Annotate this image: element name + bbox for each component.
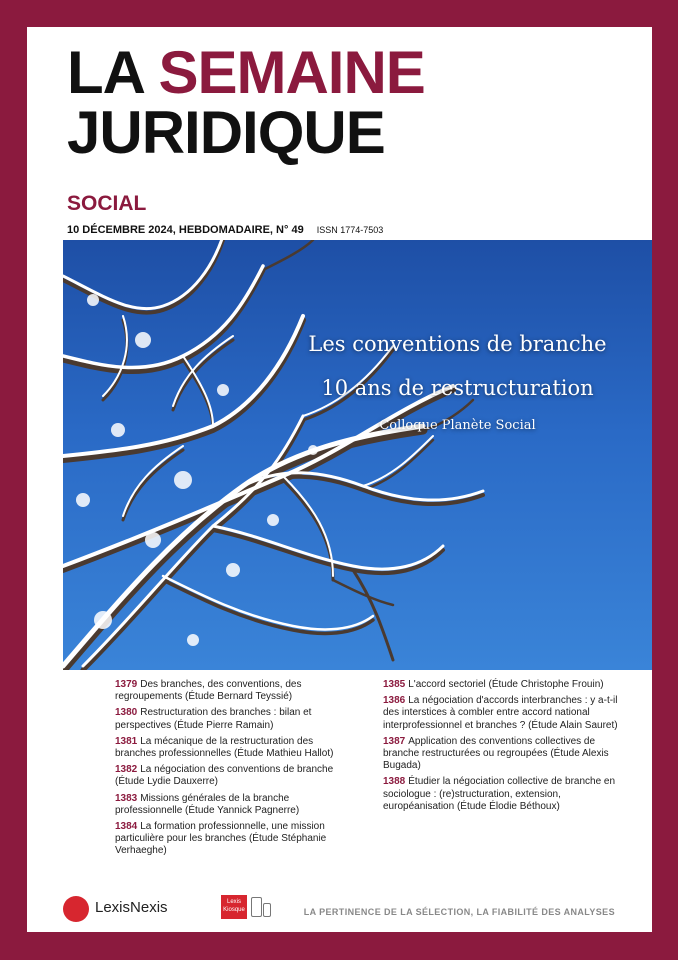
snowy-branches-illustration bbox=[63, 240, 652, 670]
lexisnexis-logo bbox=[63, 893, 193, 923]
kiosque-label-2: Kiosque bbox=[223, 907, 245, 913]
toc-number: 1388 bbox=[383, 776, 406, 788]
toc-entry bbox=[383, 736, 623, 773]
toc-entry bbox=[115, 736, 355, 760]
toc-entry bbox=[115, 793, 355, 817]
toc-number: 1387 bbox=[383, 735, 406, 747]
lexisnexis-emblem-icon bbox=[63, 896, 89, 922]
kiosque-label-1: Lexis bbox=[226, 899, 241, 905]
toc-entry bbox=[115, 821, 355, 858]
toc-number: 1382 bbox=[115, 764, 138, 776]
masthead-juridique: JURIDIQUE bbox=[67, 99, 385, 166]
masthead-line-1 bbox=[67, 41, 425, 105]
issue-date: 10 DÉCEMBRE 2024, HEBDOMADAIRE, N° 49 bbox=[67, 224, 304, 236]
toc-text: L'accord sectoriel (Étude Christophe Frouin) bbox=[408, 679, 604, 690]
toc-text: Application des conventions collectives de branche restructurées ou regroupées (Étude Alexis Bugada) bbox=[383, 735, 609, 772]
toc-number: 1379 bbox=[115, 679, 138, 690]
toc-left-column bbox=[115, 679, 355, 862]
toc-entry bbox=[115, 764, 355, 788]
kiosque-icon bbox=[221, 895, 247, 919]
toc-text: La négociation d'accords interbranches : y a-t-il des interstices à combler entre accord national interprofessionnel et branches ? (Étude Alain Sauret) bbox=[383, 695, 618, 731]
masthead-la: LA bbox=[67, 39, 143, 106]
hero-subtitle: Colloque Planète Social bbox=[379, 418, 536, 433]
toc-number: 1380 bbox=[115, 707, 138, 719]
tablet-icon bbox=[251, 897, 262, 917]
tagline: LA PERTINENCE DE LA SÉLECTION, LA FIABILITÉ DES ANALYSES bbox=[303, 907, 615, 917]
toc-number: 1385 bbox=[383, 679, 406, 690]
toc-text: Des branches, des conventions, des regroupements (Étude Bernard Teyssié) bbox=[115, 679, 302, 703]
toc-text: Étudier la négociation collective de branche en sociologue : (re)structuration, extension, européanisation (Étude Élodie Béthoux) bbox=[383, 776, 616, 812]
issn: ISSN 1774-7503 bbox=[316, 225, 384, 235]
issue-line bbox=[67, 224, 383, 236]
hero-headline-1: Les conventions de branche bbox=[308, 332, 607, 356]
toc-text: Restructuration des branches : bilan et perspectives (Étude Pierre Ramain) bbox=[115, 707, 312, 731]
toc-entry bbox=[383, 679, 623, 691]
toc-text: La négociation des conventions de branche (Étude Lydie Dauxerre) bbox=[115, 764, 334, 788]
masthead-semaine: SEMAINE bbox=[158, 39, 425, 106]
toc-text: Missions générales de la branche professionnelle (Étude Yannick Pagnerre) bbox=[115, 792, 300, 816]
phone-icon bbox=[263, 903, 271, 917]
toc-number: 1386 bbox=[383, 695, 406, 707]
toc-entry bbox=[115, 707, 355, 731]
toc-text: La mécanique de la restructuration des branches professionnelles (Étude Mathieu Hallot) bbox=[115, 735, 334, 760]
section-label: SOCIAL bbox=[67, 192, 147, 215]
toc-text: La formation professionnelle, une mission particulière pour les branches (Étude Stéphanie Verhaeghe) bbox=[115, 821, 327, 857]
toc-number: 1383 bbox=[115, 792, 138, 804]
toc-number: 1384 bbox=[115, 821, 138, 833]
toc-entry bbox=[383, 776, 623, 813]
hero-headline-2: 10 ans de restructuration bbox=[321, 376, 594, 400]
toc-entry bbox=[115, 679, 355, 703]
toc-right-column bbox=[383, 679, 623, 817]
cover-page bbox=[27, 27, 652, 932]
publisher-name: LexisNexis bbox=[95, 899, 168, 916]
cover-photo bbox=[63, 240, 652, 670]
toc-number: 1381 bbox=[115, 735, 138, 747]
toc-entry bbox=[383, 695, 623, 732]
